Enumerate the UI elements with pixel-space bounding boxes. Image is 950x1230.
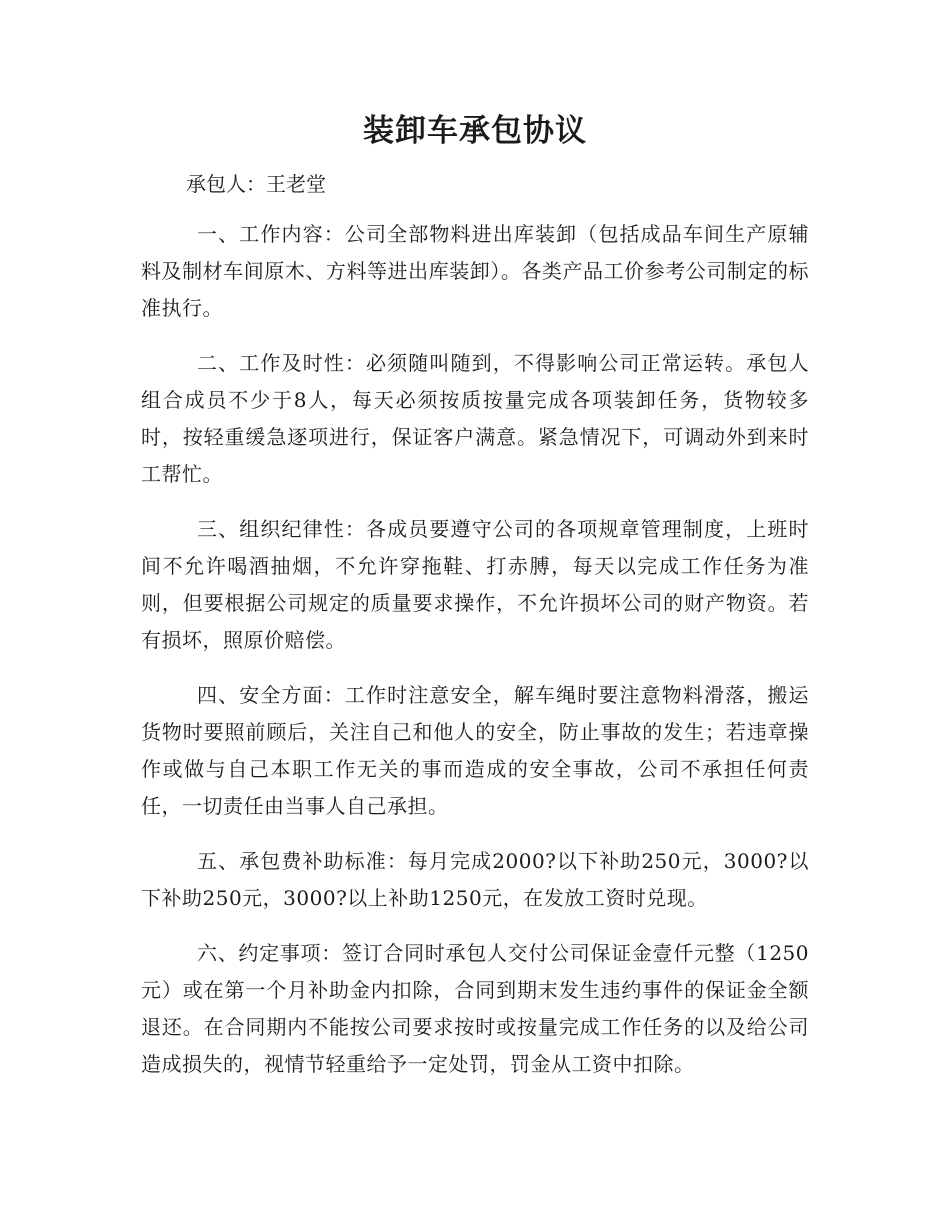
clause-1-work-content: 一、工作内容：公司全部物料进出库装卸（包括成品车间生产原辅料及制材车间原木、方料等进出库装卸）。各类产品工价参考公司制定的标准执行。: [141, 222, 809, 320]
contractor-line: 承包人：王老堂: [186, 172, 326, 196]
clause-6-agreement: 六、约定事项：签订合同时承包人交付公司保证金壹仟元整（1250元）或在第一个月补助金内扣除，合同到期末发生违约事件的保证金全额退还。在合同期内不能按公司要求按时或按量完成工作任务的以及给公司造成损失的，视情节轻重给予一定处罚，罚金从工资中扣除。: [141, 941, 809, 1076]
document-title: 装卸车承包协议: [363, 113, 587, 149]
clause-3-discipline: 三、组织纪律性：各成员要遵守公司的各项规章管理制度，上班时间不允许喝酒抽烟，不允许穿拖鞋、打赤膊，每天以完成工作任务为准则，但要根据公司规定的质量要求操作，不允许损坏公司的财产物资。若有损坏，照原价赔偿。: [141, 517, 809, 652]
clause-5-subsidy: 五、承包费补助标准：每月完成2000?以下补助250元，3000?以下补助250元，3000?以上补助1250元，在发放工资时兑现。: [141, 849, 809, 910]
clause-2-timeliness: 二、工作及时性：必须随叫随到，不得影响公司正常运转。承包人组合成员不少于8人，每天必须按质按量完成各项装卸任务，货物较多时，按轻重缓急逐项进行，保证客户满意。紧急情况下，可调动外到来时工帮忙。: [141, 351, 809, 486]
document-body: [141, 216, 809, 1101]
clause-4-safety: 四、安全方面：工作时注意安全，解车绳时要注意物料滑落，搬运货物时要照前顾后，关注自己和他人的安全，防止事故的发生；若违章操作或做与自己本职工作无关的事而造成的安全事故，公司不承担任何责任，一切责任由当事人自己承担。: [141, 683, 809, 818]
